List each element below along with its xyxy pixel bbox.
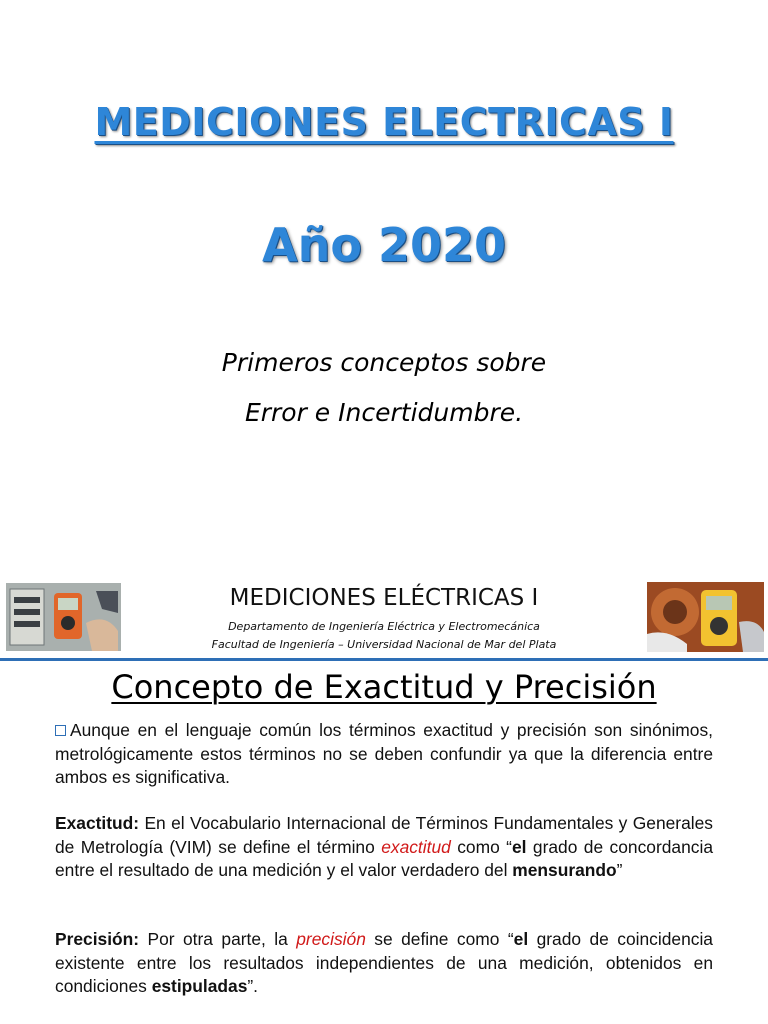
precision-text-c: grado de coincidencia existente entre los resultados independientes de una medición, obtenidos en condiciones <box>55 929 713 996</box>
hollow-square-bullet-icon <box>55 725 66 736</box>
exactitud-paragraph <box>55 812 713 883</box>
subtitle <box>0 338 768 438</box>
multimeter-motor-photo <box>647 582 764 652</box>
exactitud-term: exactitud <box>381 836 451 857</box>
exactitud-mensurando: mensurando <box>512 860 617 880</box>
precision-term: precisión <box>296 929 366 949</box>
exactitud-end: ” <box>616 860 623 880</box>
exactitud-text-a: En el Vocabulario Internacional de Términos Fundamentales y Generales de Metrología (VIM) se define el término <box>55 813 713 857</box>
header-department: Departamento de Ingeniería Eléctrica y Electromecánica <box>228 620 540 633</box>
year-heading: Año 2020 <box>262 218 506 272</box>
slide-header <box>0 578 768 662</box>
subtitle-line-1: Primeros conceptos sobre <box>221 348 547 377</box>
exactitud-el: el <box>511 836 527 857</box>
header-title: MEDICIONES ELÉCTRICAS I <box>229 585 539 611</box>
main-title: MEDICIONES ELECTRICAS I <box>94 100 674 144</box>
precision-text-a: Por otra parte, la <box>139 929 297 949</box>
header-faculty: Facultad de Ingeniería – Universidad Nacional de Mar del Plata <box>211 638 557 651</box>
exactitud-text-c: grado de concordancia entre el resultado de una medición y el valor verdadero del <box>55 836 713 880</box>
exactitud-text-b: como “ <box>450 836 512 857</box>
precision-label: Precisión: <box>55 929 140 949</box>
concept-title: Concepto de Exactitud y Precisión <box>111 668 657 706</box>
header-divider <box>0 658 768 661</box>
precision-end: ”. <box>247 976 258 996</box>
intro-text: Aunque en el lenguaje común los términos exactitud y precisión son sinónimos, metrológicamente estos términos no se deben confundir ya que la diferencia entre ambos es significativa. <box>55 720 713 787</box>
subtitle-line-2: Error e Incertidumbre. <box>244 398 524 427</box>
exactitud-label: Exactitud: <box>55 813 140 833</box>
intro-paragraph <box>55 719 713 790</box>
multimeter-panel-photo <box>6 583 121 651</box>
precision-text-b: se define como “ <box>365 929 514 949</box>
precision-estipuladas: estipuladas <box>151 976 248 996</box>
precision-el: el <box>513 929 529 949</box>
precision-paragraph <box>55 928 713 999</box>
